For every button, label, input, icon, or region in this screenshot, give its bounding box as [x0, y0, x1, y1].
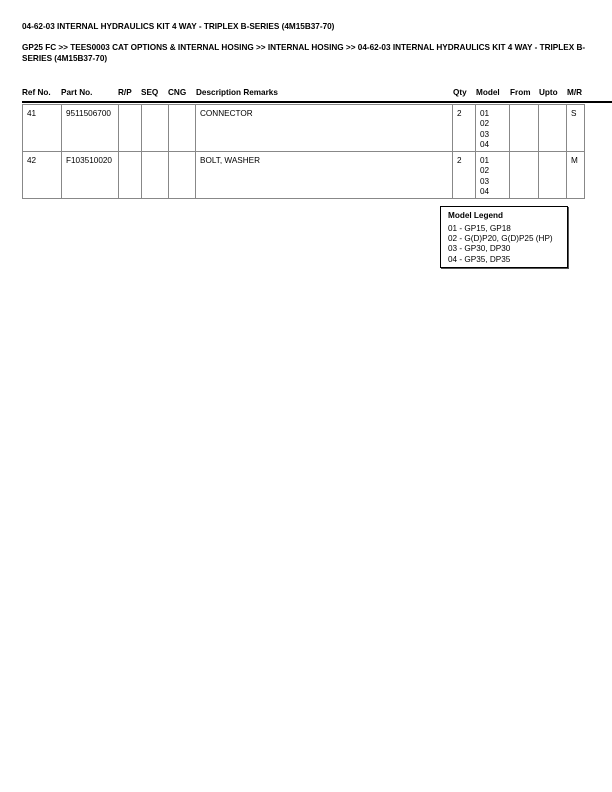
col-header-from: From: [510, 88, 531, 97]
col-header-qty: Qty: [453, 88, 467, 97]
col-header-model: Model: [476, 88, 500, 97]
col-header-mr: M/R: [567, 88, 583, 97]
table-row: [23, 152, 585, 199]
page-title: 04-62-03 INTERNAL HYDRAULICS KIT 4 WAY - TRIPLEX B-SERIES (4M15B37-70): [22, 22, 335, 31]
legend-item: 02 - G(D)P20, G(D)P25 (HP): [448, 234, 553, 244]
col-header-ref-no: Ref No.: [22, 88, 51, 97]
qty-cell: 2: [453, 105, 476, 152]
parts-table: [22, 104, 585, 199]
rp-cell: [119, 152, 142, 199]
description-cell: BOLT, WASHER: [196, 152, 453, 199]
cng-cell: [169, 152, 196, 199]
header-divider: [22, 101, 612, 103]
model-code: 02: [480, 119, 490, 129]
model-cell: [476, 152, 510, 199]
cng-cell: [169, 105, 196, 152]
from-cell: [510, 152, 539, 199]
col-header-seq: SEQ: [141, 88, 159, 97]
col-header-description: Description Remarks: [196, 88, 278, 97]
part-no-cell: F103510020: [62, 152, 119, 199]
description-cell: CONNECTOR: [196, 105, 453, 152]
legend-item: 01 - GP15, GP18: [448, 224, 511, 233]
model-code: 02: [480, 166, 490, 176]
model-legend: [440, 206, 568, 268]
mr-cell: M: [567, 152, 585, 199]
legend-item: 03 - GP30, DP30: [448, 244, 511, 254]
rp-cell: [119, 105, 142, 152]
col-header-part-no: Part No.: [61, 88, 93, 97]
col-header-upto: Upto: [539, 88, 558, 97]
model-code: 03: [480, 129, 490, 139]
from-cell: [510, 105, 539, 152]
col-header-rp: R/P: [118, 88, 132, 97]
model-code: 03: [480, 176, 490, 186]
upto-cell: [539, 105, 567, 152]
legend-item: 04 - GP35, DP35: [448, 254, 511, 264]
table-row: [23, 105, 585, 152]
model-code: 01: [480, 156, 490, 165]
model-legend-title: Model Legend: [448, 211, 504, 220]
qty-cell: 2: [453, 152, 476, 199]
model-code: 01: [480, 109, 490, 118]
col-header-cng: CNG: [168, 88, 187, 97]
mr-cell: S: [567, 105, 585, 152]
breadcrumb: GP25 FC >> TEES0003 CAT OPTIONS & INTERNAL HOSING >> INTERNAL HOSING >> 04-62-03 INTERNAL HYDRAULICS KIT 4 WAY - TRIPLEX B-SERIES (4M15B37-70): [22, 43, 586, 63]
ref-no-cell: 41: [23, 105, 62, 152]
part-no-cell: 9511506700: [62, 105, 119, 152]
ref-no-cell: 42: [23, 152, 62, 199]
model-code: 04: [480, 139, 490, 149]
model-cell: [476, 105, 510, 152]
model-code: 04: [480, 186, 490, 196]
seq-cell: [142, 152, 169, 199]
seq-cell: [142, 105, 169, 152]
upto-cell: [539, 152, 567, 199]
